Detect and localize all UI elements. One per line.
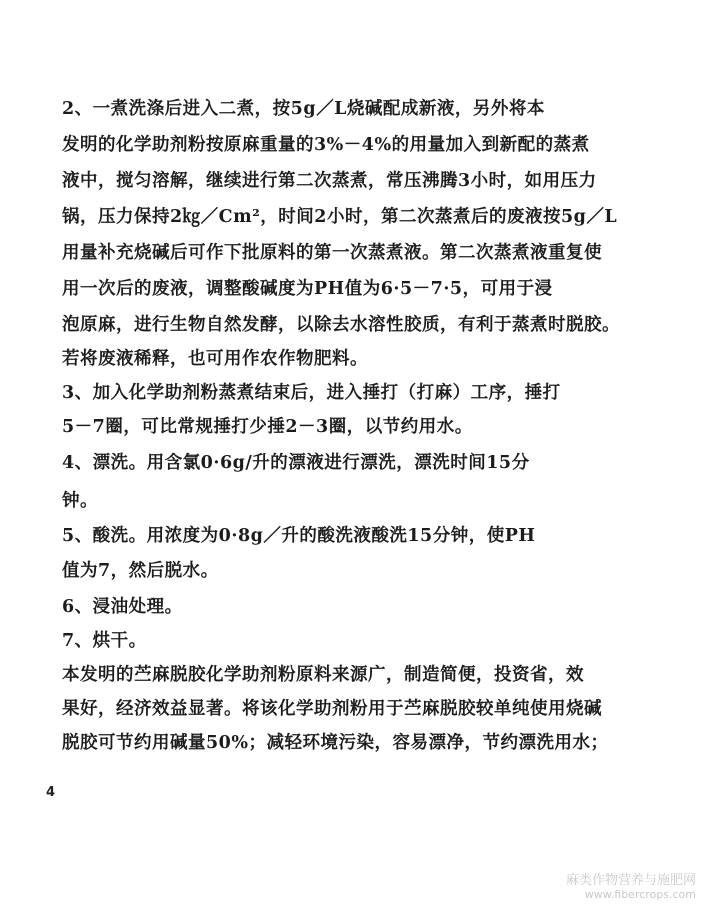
- paragraph-step-4-line-2: 钟。: [62, 491, 98, 511]
- paragraph-step-6: 6、浸油处理。: [62, 597, 183, 617]
- paragraph-step-2-line-1: 2、一煮洗涤后进入二煮，按5g／L烧碱配成新液，另外将本: [62, 99, 545, 119]
- paragraph-step-2-line-5: 用量补充烧碱后可作下批原料的第一次蒸煮液。第二次蒸煮液重复使: [62, 243, 602, 263]
- paragraph-step-2-line-6: 用一次后的废液，调整酸碱度为PH值为6·5－7·5，可用于浸: [62, 279, 553, 299]
- paragraph-step-4-line-1: 4、漂洗。用含氯0·6g/升的漂液进行漂洗，漂洗时间15分: [62, 453, 530, 473]
- site-watermark: [566, 874, 696, 902]
- paragraph-step-2-line-3: 液中，搅匀溶解，继续进行第二次蒸煮，常压沸腾3小时，如用压力: [62, 171, 597, 191]
- paragraph-step-2-line-4: 锅，压力保持2㎏／Cm²，时间2小时，第二次蒸煮后的废液按5g／L: [62, 207, 618, 227]
- watermark-url: www.fibercrops.com: [584, 888, 696, 901]
- paragraph-step-3-line-2: 5－7圈，可比常规捶打少捶2－3圈，以节约用水。: [62, 417, 473, 437]
- paragraph-step-3-line-1: 3、加入化学助剂粉蒸煮结束后，进入捶打（打麻）工序，捶打: [62, 383, 561, 403]
- paragraph-summary-line-1: 本发明的苎麻脱胶化学助剂粉原料来源广，制造简便，投资省，效: [62, 665, 584, 685]
- page-number: 4: [46, 785, 56, 800]
- paragraph-step-5-line-1: 5、酸洗。用浓度为0·8g／升的酸洗液酸洗15分钟，使PH: [62, 526, 536, 546]
- paragraph-step-5-line-2: 值为7，然后脱水。: [62, 561, 219, 581]
- paragraph-summary-line-2: 果好，经济效益显著。将该化学助剂粉用于苎麻脱胶较单纯使用烧碱: [62, 699, 602, 719]
- paragraph-step-2-line-7: 泡原麻，进行生物自然发酵，以除去水溶性胶质，有利于蒸煮时脱胶。: [62, 315, 620, 335]
- paragraph-step-7: 7、烘干。: [62, 631, 147, 651]
- watermark-title: 麻类作物营养与施肥网: [565, 873, 696, 888]
- paragraph-step-2-line-8: 若将废液稀释，也可用作农作物肥料。: [62, 349, 368, 369]
- paragraph-step-2-line-2: 发明的化学助剂粉按原麻重量的3%－4%的用量加入到新配的蒸煮: [62, 135, 590, 155]
- paragraph-summary-line-3: 脱胶可节约用碱量50%；减轻环境污染，容易漂净，节约漂洗用水；: [62, 733, 609, 753]
